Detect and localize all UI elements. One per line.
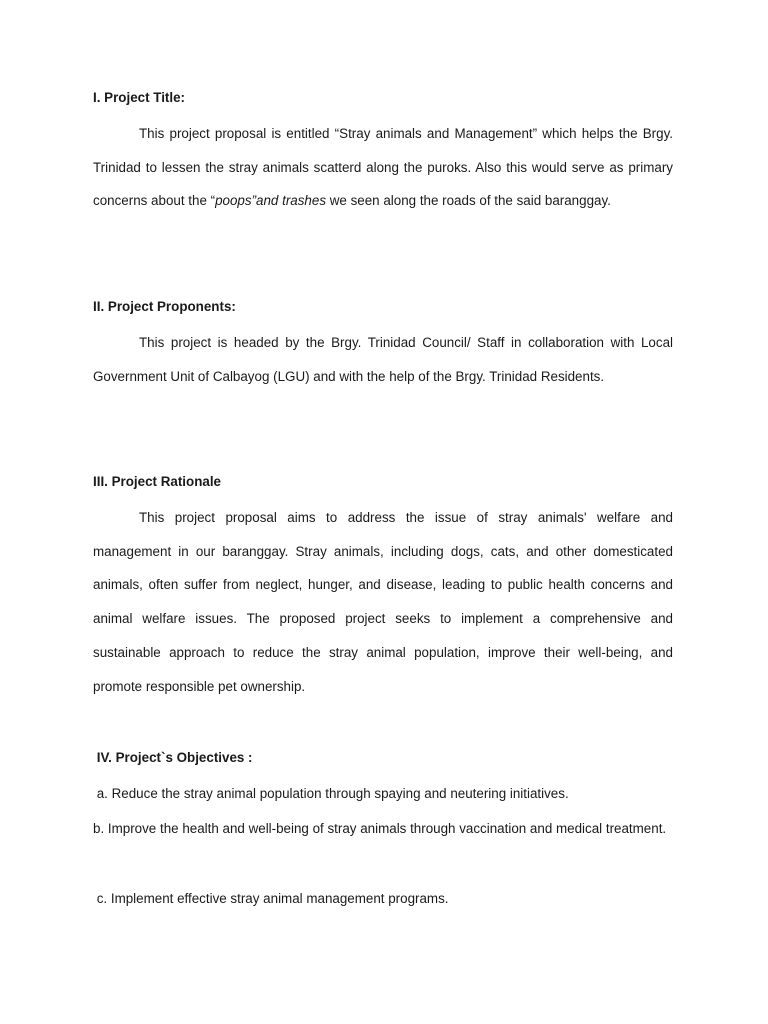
italic-text: poops”and trashes [215, 193, 327, 209]
paragraph-project-title [93, 117, 673, 218]
paragraph-project-rationale: This project proposal aims to address the issue of stray animals' welfare and management in our baranggay. Stray animals, including dogs, cats, and other domesticated animals, often suffer from neglect, hunger, and disease, leading to public health concerns and animal welfare issues. The proposed project seeks to implement a comprehensive and sustainable approach to reduce the stray animal population, improve their well-being, and promote responsible pet ownership. [93, 510, 673, 694]
paragraph-text: This project proposal is entitled “Stray animals and Management” which helps the Brgy. Trinidad to lessen the stray animals scatterd along the puroks. Also this would serve as primary concerns about the “ [93, 126, 673, 209]
section-heading-project-objectives: IV. Project`s Objectives : [93, 750, 253, 765]
objective-item-c: c. Implement effective stray animal management programs. [93, 891, 449, 906]
paragraph-text: we seen along the roads of the said baranggay. [326, 193, 611, 209]
section-heading-project-rationale: III. Project Rationale [93, 474, 221, 489]
paragraph-project-proponents: This project is headed by the Brgy. Trinidad Council/ Staff in collaboration with Local Government Unit of Calbayog (LGU) and with the help of the Brgy. Trinidad Residents. [93, 335, 673, 384]
objective-item-a: a. Reduce the stray animal population through spaying and neutering initiatives. [93, 786, 569, 801]
objective-item-b: b. Improve the health and well-being of stray animals through vaccination and medical treatment. [93, 821, 667, 836]
section-heading-project-proponents: II. Project Proponents: [93, 299, 236, 314]
section-heading-project-title: I. Project Title: [93, 90, 186, 105]
